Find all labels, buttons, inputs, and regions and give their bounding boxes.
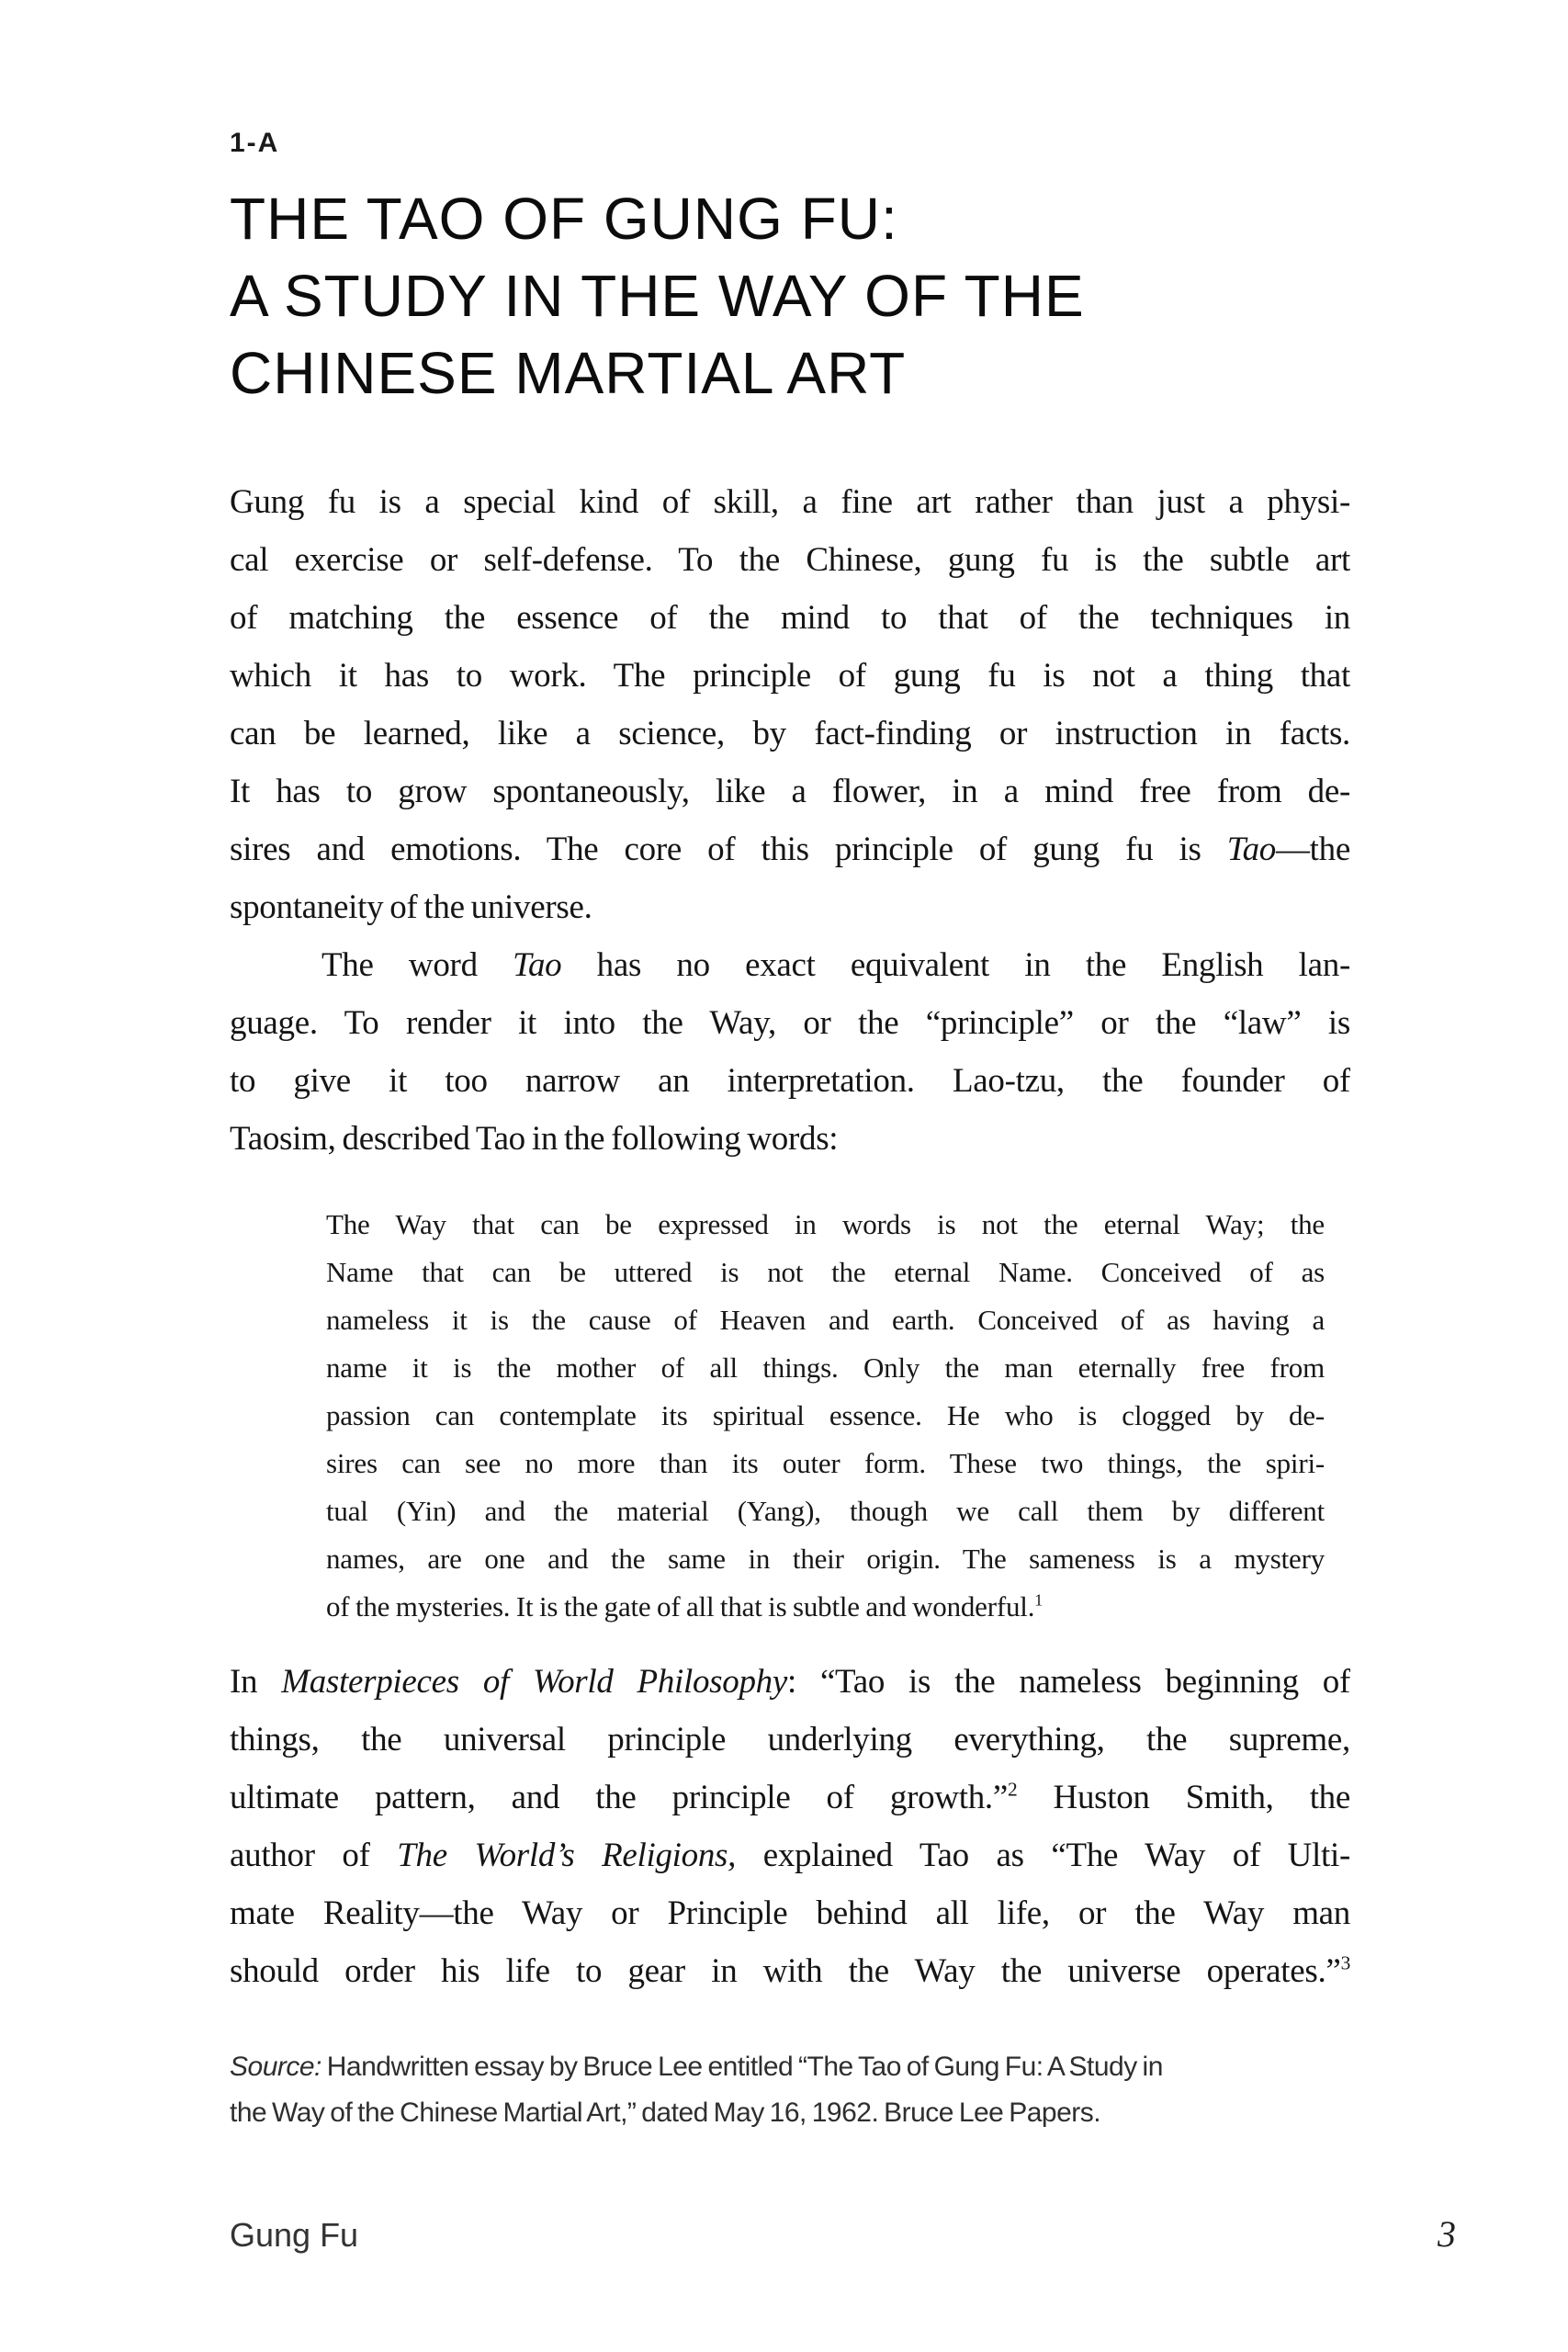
text-line: should order his life to gear in with the Way the universe operates.”$^3$ (230, 1951, 1350, 1990)
section-label: 1-A (230, 128, 280, 158)
title-line: A STUDY IN THE WAY OF THE (230, 263, 1085, 329)
title-line: THE TAO OF GUNG FU: (230, 186, 898, 252)
text-line: of matching the essence of the mind to that of the techniques in (230, 599, 1350, 637)
text-line: things, the universal principle underlying everything, the supreme, (230, 1721, 1350, 1758)
text-line: can be learned, like a science, by fact-finding or instruction in facts. (230, 715, 1350, 752)
text-line: which it has to work. The principle of gung fu is not a thing that (230, 657, 1350, 695)
text-line: ultimate pattern, and the principle of growth.”$^2$ Huston Smith, the (230, 1778, 1350, 1816)
text-line: spontaneity of the universe. (230, 888, 592, 926)
text-line: Name that can be uttered is not the eternal Name. Conceived of as (326, 1256, 1325, 1288)
page-title (230, 180, 1350, 412)
paragraph-intro (230, 473, 1350, 936)
text-line: names, are one and the same in their origin. The sameness is a mystery (326, 1543, 1325, 1575)
text-line: Gung fu is a special kind of skill, a fine art rather than just a physi- (230, 483, 1350, 521)
page-content (230, 0, 1350, 2136)
footer-book-section: Gung Fu (230, 2216, 359, 2254)
text-line: guage. To render it into the Way, or the “principle” or the “law” is (230, 1004, 1350, 1042)
text-line: The word Tao has no exact equivalent in the English lan- (321, 946, 1350, 984)
text-line: the Way of the Chinese Martial Art,” dated May 16, 1962. Bruce Lee Papers. (230, 2098, 1101, 2128)
text-line: tual (Yin) and the material (Yang), though we call them by different (326, 1495, 1325, 1527)
text-line: sires and emotions. The core of this principle of gung fu is Tao—the (230, 831, 1350, 868)
paragraph-tao-definition (230, 936, 1350, 1168)
text-line: sires can see no more than its outer form. These two things, the spiri- (326, 1447, 1325, 1479)
text-line: The Way that can be expressed in words is not the eternal Way; the (326, 1208, 1325, 1240)
block-quote-lao-tzu (230, 1201, 1350, 1631)
text-line: name it is the mother of all things. Only the man eternally free from (326, 1351, 1325, 1384)
text-line: In Masterpieces of World Philosophy: “Tao is the nameless beginning of (230, 1663, 1350, 1701)
title-line: CHINESE MARTIAL ART (230, 340, 907, 406)
text-line: passion can contemplate its spiritual essence. He who is clogged by de- (326, 1399, 1325, 1431)
page-footer (230, 2212, 1456, 2256)
page-number: 3 (1438, 2213, 1456, 2255)
source-note (230, 2044, 1350, 2136)
text-line: to give it too narrow an interpretation. Lao-tzu, the founder of (230, 1062, 1350, 1100)
text-line: mate Reality—the Way or Principle behind all life, or the Way man (230, 1894, 1350, 1932)
text-line: of the mysteries. It is the gate of all that is subtle and wonderful.$^1$ (326, 1590, 1043, 1623)
paragraph-closing (230, 1653, 1350, 2000)
body-text (230, 473, 1350, 2136)
text-line: Source: Handwritten essay by Bruce Lee entitled “The Tao of Gung Fu: A Study in (230, 2052, 1163, 2082)
text-line: It has to grow spontaneously, like a flower, in a mind free from de- (230, 773, 1350, 810)
text-line: nameless it is the cause of Heaven and earth. Conceived of as having a (326, 1304, 1325, 1336)
text-line: cal exercise or self-defense. To the Chinese, gung fu is the subtle art (230, 541, 1350, 579)
text-line: Taosim, described Tao in the following words: (230, 1120, 839, 1158)
text-line: author of The World’s Religions, explained Tao as “The Way of Ulti- (230, 1837, 1350, 1874)
